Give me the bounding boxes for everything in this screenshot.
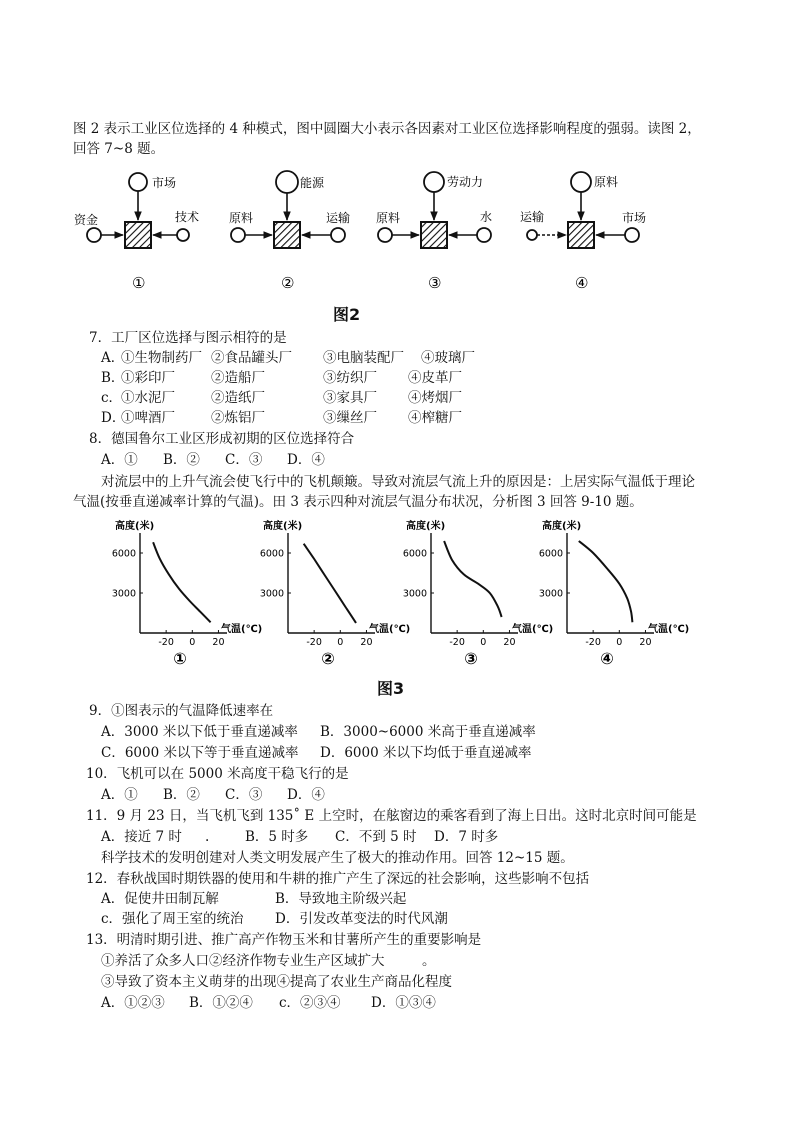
factor-circle-top [424, 172, 444, 192]
factor-circle-left [87, 228, 101, 242]
q9-option-b: B．3000~6000 米高于垂直递减率 [320, 724, 536, 740]
option-item: ④烤烟厂 [408, 390, 462, 406]
option-item: ④皮革厂 [408, 370, 462, 386]
figure2-panel-3 [376, 172, 492, 292]
option-b: B．② [163, 452, 200, 468]
y-tick-label: 6000 [538, 548, 563, 560]
y-tick-label: 6000 [111, 548, 136, 560]
factor-label-left: 资金 [74, 213, 99, 227]
x-tick-label: -20 [449, 637, 465, 648]
factor-label-right: 技术 [175, 210, 200, 224]
x-tick-label: 0 [189, 637, 196, 648]
q9-stem: 9．①图表示的气温降低速率在 [89, 703, 274, 719]
factor-label-left: 运输 [520, 210, 545, 224]
figure2-panel-2 [229, 171, 350, 292]
y-axis-title: 高度(米) [115, 521, 155, 532]
q13-statement-line-1: ①养活了众多人口②经济作物专业生产区域扩大 [101, 953, 385, 969]
q12-stem: 12．春秋战国时期铁器的使用和牛耕的推广产生了深远的社会影响，这些影响不包括 [86, 871, 590, 887]
q13-statement-line-2: ③导致了资本主义萌芽的出现④提高了农业生产商品化程度 [101, 974, 452, 990]
q9-option-a: A．3000 米以下低于垂直递减率 [101, 724, 298, 740]
option-item: ③纺织厂 [323, 370, 377, 386]
intro-line-2: 回答 7~8 题。 [73, 141, 165, 157]
option-d: D．7 时多 [434, 829, 499, 845]
factor-label-right: 市场 [622, 211, 647, 225]
option-item: ④玻璃厂 [421, 350, 475, 366]
q10-stem: 10．飞机可以在 5000 米高度干稳飞行的是 [86, 766, 349, 782]
q7-stem: 7．工厂区位选择与图示相符的是 [89, 330, 287, 346]
option-item: ①啤酒厂 [121, 410, 175, 426]
option-c: C．③ [225, 787, 263, 803]
x-tick-label: -20 [306, 637, 322, 648]
option-item: ②食品罐头厂 [211, 350, 292, 366]
option-item: ②炼铝厂 [211, 410, 265, 426]
option-item: ①彩印厂 [121, 370, 175, 386]
option-c: c．②③④ [279, 995, 341, 1011]
option-d: D．①③④ [371, 995, 436, 1011]
factor-circle-top [276, 171, 298, 193]
y-tick-label: 6000 [259, 548, 284, 560]
industry-site-square [125, 222, 151, 248]
option-item: ③家具厂 [323, 390, 377, 406]
x-tick-label: 20 [639, 637, 652, 648]
panel-number: ④ [575, 274, 589, 292]
passage-2-line-1: 对流层中的上升气流会使飞行中的飞机颠簸。导致对流层气流上升的原因是：上居实际气温低于理论 [101, 474, 695, 490]
x-tick-label: 0 [337, 637, 344, 648]
stray-mark: . [205, 829, 210, 845]
option-letter: D． [101, 410, 126, 426]
industry-site-square [568, 222, 594, 248]
temperature-curve [444, 541, 502, 617]
option-letter: A． [101, 350, 125, 366]
x-axis-title: 气温(℃) [648, 624, 690, 635]
q11-stem: 11．9 月 23 日，当飞机飞到 135˚ E 上空时，在舷窗边的乘客看到了海上日出。这时北京时间可能是 [86, 808, 697, 824]
factor-label-left: 原料 [376, 211, 401, 225]
q12-option-a: A．促使井田制瓦解 [101, 891, 219, 907]
q9-option-c: C．6000 米以下等于垂直递减率 [101, 745, 299, 761]
factor-circle-right [625, 228, 639, 242]
factor-label-right: 运输 [326, 211, 351, 225]
option-item: ③电脑装配厂 [323, 350, 404, 366]
factor-circle-left [527, 230, 537, 240]
figure-2-caption: 图2 [333, 305, 361, 324]
x-tick-label: 20 [360, 637, 373, 648]
y-tick-label: 3000 [402, 588, 427, 600]
temperature-curve [304, 544, 356, 623]
factor-label-top: 市场 [152, 176, 177, 190]
option-b: B．①②④ [189, 995, 253, 1011]
q9-option-d: D．6000 米以下均低于垂直递减率 [320, 745, 532, 761]
q12-option-d: D．引发改革变法的时代风潮 [275, 911, 448, 927]
y-axis-title: 高度(米) [406, 521, 446, 532]
figure3-panel-4 [539, 519, 689, 668]
y-tick-label: 3000 [111, 588, 136, 600]
industry-site-square [421, 222, 447, 248]
x-axis-title: 气温(℃) [221, 624, 263, 635]
option-b: B．5 时多 [245, 829, 309, 845]
intro-line-1: 图 2 表示工业区位选择的 4 种模式，图中圆圈大小表示各因素对工业区位选择影响程度的强弱。读图 2， [73, 121, 701, 137]
q12-option-b: B．导致地主阶级兴起 [275, 891, 407, 907]
option-d: D．④ [287, 787, 325, 803]
x-axis-title: 气温(℃) [512, 624, 554, 635]
q13-stray-mark: 。 [422, 953, 436, 969]
panel-number: ① [173, 649, 187, 668]
figure-3-temperature-profiles [0, 515, 794, 675]
option-c: C．③ [225, 452, 263, 468]
factor-circle-left [378, 228, 392, 242]
option-a: A．① [101, 452, 138, 468]
factor-circle-right [177, 229, 189, 241]
factor-circle-right [477, 228, 491, 242]
figure3-panel-1 [112, 519, 262, 668]
figure-3-caption: 图3 [377, 679, 405, 698]
factor-label-right: 水 [480, 210, 493, 224]
x-tick-label: 0 [480, 637, 487, 648]
q12-option-c: c．强化了周王室的统治 [101, 911, 244, 927]
factor-circle-left [231, 228, 245, 242]
x-tick-label: -20 [585, 637, 601, 648]
factor-label-top: 原料 [594, 175, 619, 189]
passage-3: 科学技术的发明创建对人类文明发展产生了极大的推动作用。回答 12~15 题。 [101, 850, 574, 866]
figure3-panel-2 [260, 519, 410, 668]
factor-label-top: 能源 [300, 176, 325, 190]
y-tick-label: 3000 [259, 588, 284, 600]
option-a: A．接近 7 时 [101, 829, 182, 845]
factor-label-top: 劳动力 [447, 175, 484, 189]
y-tick-label: 3000 [538, 588, 563, 600]
x-tick-label: 20 [503, 637, 516, 648]
figure2-panel-4 [520, 172, 646, 292]
y-axis-title: 高度(米) [263, 521, 303, 532]
factor-circle-right [331, 228, 345, 242]
option-item: ①生物制药厂 [121, 350, 202, 366]
passage-2-line-2: 气温(按垂直递减率计算的气温)。田 3 表示四种对流层气温分布状况，分析图 3 回答 9-10 题。 [73, 494, 643, 510]
x-tick-label: -20 [158, 637, 174, 648]
figure-2-location-models [0, 160, 794, 330]
panel-number: ③ [464, 649, 478, 668]
option-letter: B． [101, 370, 125, 386]
panel-number: ① [132, 274, 146, 292]
option-item: ①水泥厂 [121, 390, 175, 406]
q8-stem: 8．德国鲁尔工业区形成初期的区位选择符合 [89, 431, 355, 447]
option-c: C．不到 5 时 [335, 829, 417, 845]
figure2-panel-1 [74, 173, 199, 292]
option-d: D．④ [287, 452, 325, 468]
y-tick-label: 6000 [402, 548, 427, 560]
option-item: ④榨糖厂 [408, 410, 462, 426]
q13-stem: 13．明清时期引进、推广高产作物玉米和甘薯所产生的重要影响是 [86, 932, 482, 948]
option-item: ②造船厂 [211, 370, 265, 386]
panel-number: ④ [600, 649, 614, 668]
figure3-panel-3 [403, 519, 553, 668]
panel-number: ② [321, 649, 335, 668]
x-axis-title: 气温(℃) [369, 624, 411, 635]
panel-number: ③ [428, 274, 442, 292]
factor-circle-top [571, 172, 591, 192]
option-item: ③缫丝厂 [323, 410, 377, 426]
x-tick-label: 20 [212, 637, 225, 648]
option-item: ②造纸厂 [211, 390, 265, 406]
y-axis-title: 高度(米) [542, 521, 582, 532]
option-a: A．① [101, 787, 138, 803]
option-a: A．①②③ [101, 995, 165, 1011]
factor-circle-top [129, 173, 147, 191]
temperature-curve [579, 541, 633, 622]
x-tick-label: 0 [616, 637, 623, 648]
factor-label-left: 原料 [229, 211, 254, 225]
industry-site-square [274, 222, 300, 248]
panel-number: ② [281, 274, 295, 292]
option-letter: c． [101, 390, 123, 406]
option-b: B．② [163, 787, 200, 803]
temperature-curve [153, 542, 211, 622]
